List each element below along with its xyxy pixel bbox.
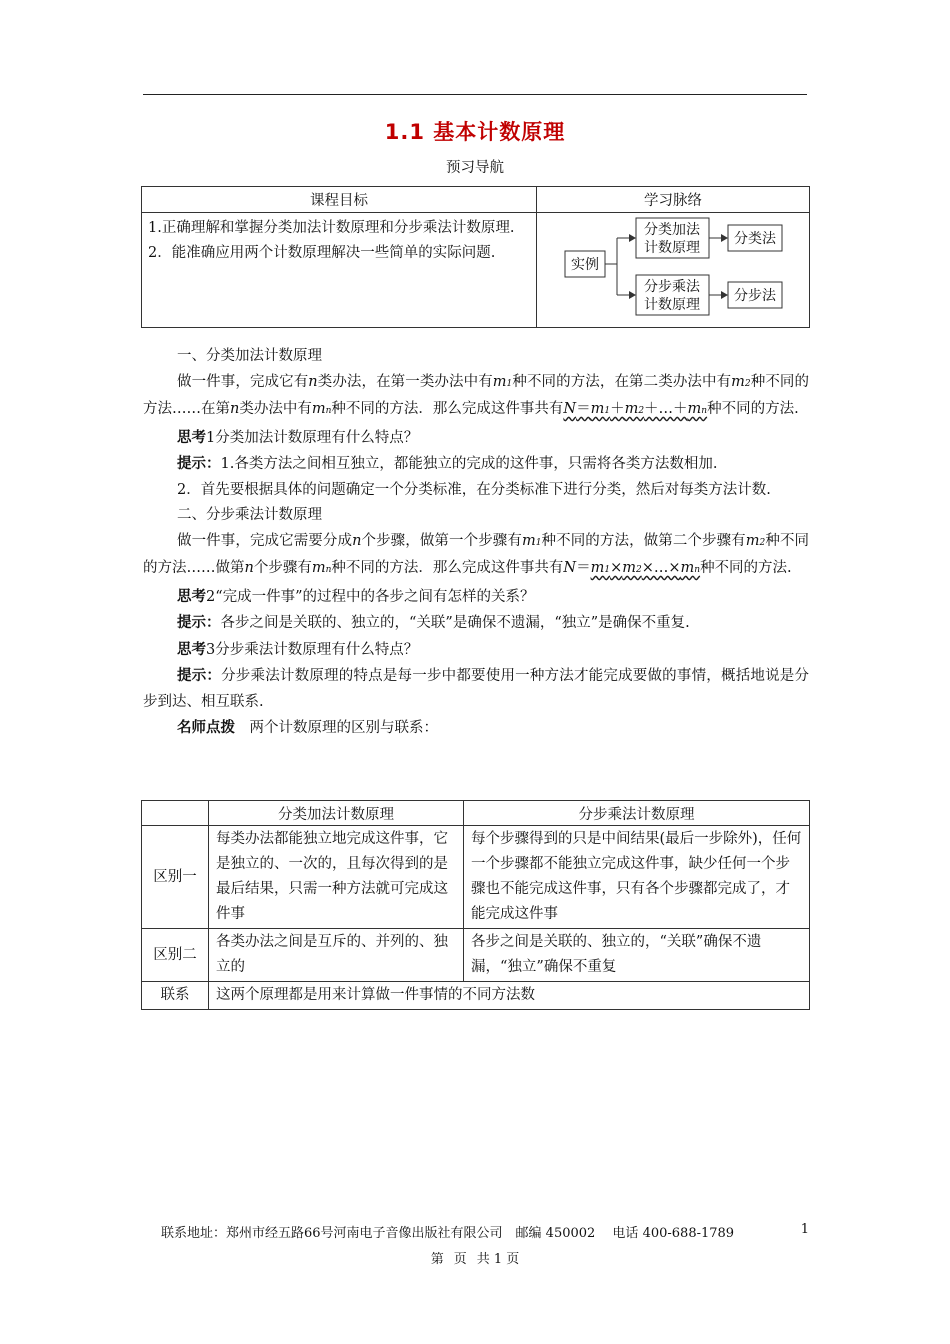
context-flow-diagram	[537, 213, 809, 323]
row-header: 区别二	[142, 929, 209, 982]
section-heading: 二、分步乘法计数原理	[177, 507, 322, 523]
context-header: 学习脉络	[537, 187, 810, 213]
section-heading: 一、分类加法计数原理	[177, 348, 322, 364]
table-cell: 各类办法之间是互斥的、并列的、独立的	[209, 929, 464, 982]
section-subtitle: 预习导航	[446, 160, 504, 176]
row-header: 区别一	[142, 826, 209, 929]
goals-header: 课程目标	[142, 187, 537, 213]
page-title: 1.1 基本计数原理	[384, 120, 566, 144]
table-row	[142, 929, 810, 982]
table-row	[142, 826, 810, 929]
think1-question: 思考1分类加法计数原理有什么特点？	[177, 428, 419, 446]
principle2-paragraph: 做一件事，完成它需要分成n个步骤，做第一个步骤有m1种不同的方法，做第二个步骤有m2种不同的方法……做第n个步骤有mn种不同的方法．那么完成这件事共有N＝m1×m2×…×mn种不同的方法.	[143, 532, 810, 576]
goals-cell	[142, 213, 537, 328]
principle1-paragraph: 做一件事，完成它有n类办法，在第一类办法中有m1种不同的方法，在第二类办法中有m2种不同的方法……在第n类办法中有mn种不同的方法．那么完成这件事共有N＝m1＋m2＋…＋mn种不同的方法.	[143, 373, 810, 417]
think1-hint-2: 2．首先要根据具体的问题确定一个分类标准，在分类标准下进行分类，然后对每类方法计数.	[177, 481, 771, 498]
table-cell: 各步之间是关联的、独立的，“关联”确保不遗漏，“独立”确保不重复	[464, 929, 810, 982]
root-label: 实例	[571, 257, 599, 273]
overview-table	[141, 186, 810, 328]
addition-formula: N＝m1＋m2＋…＋mn	[563, 401, 708, 417]
branch2-line2: 计数原理	[644, 297, 700, 313]
branch1-line2: 计数原理	[644, 240, 700, 256]
result1-label: 分类法	[734, 231, 776, 247]
goal-item: 2．能准确应用两个计数原理解决一些简单的实际问题.	[148, 245, 496, 261]
page-indicator: 第 页 共 1 页	[430, 1252, 520, 1267]
think3-question: 思考3分步乘法计数原理有什么特点？	[177, 640, 419, 658]
teacher-tip: 名师点拨 两个计数原理的区别与联系：	[177, 719, 438, 736]
think1-hint: 提示：1.各类方法之间相互独立，都能独立的完成的这件事，只需将各类方法数相加.	[177, 455, 718, 472]
multiplication-header: 分步乘法计数原理	[464, 801, 810, 826]
table-cell: 每个步骤得到的只是中间结果(最后一步除外)，任何一个步骤都不能独立完成这件事，缺少任何一个步骤也不能完成这件事，只有各个步骤都完成了，才能完成这件事	[464, 826, 810, 929]
table-cell: 这两个原理都是用来计算做一件事情的不同方法数	[209, 982, 810, 1010]
corner-header	[142, 801, 209, 826]
table-row	[142, 982, 810, 1010]
row-header: 联系	[142, 982, 209, 1010]
comparison-table	[141, 800, 810, 1010]
branch1-line1: 分类加法	[644, 222, 700, 238]
context-diagram-cell	[537, 213, 810, 328]
main-body	[143, 344, 809, 742]
table-cell: 每类办法都能独立地完成这件事，它是独立的、一次的，且每次得到的是最后结果，只需一种方法就可完成这件事	[209, 826, 464, 929]
contact-address: 联系地址：郑州市经五路66号河南电子音像出版社有限公司 邮编 450002 电话 400-688-1789	[161, 1226, 735, 1241]
page-number: 1	[800, 1222, 809, 1237]
goal-item: 1.正确理解和掌握分类加法计数原理和分步乘法计数原理.	[148, 220, 515, 236]
think2-hint: 提示：各步之间是关联的、独立的，“关联”是确保不遗漏，“独立”是确保不重复.	[177, 614, 690, 631]
think2-question: 思考2“完成一件事”的过程中的各步之间有怎样的关系？	[177, 587, 535, 605]
header-rule	[143, 94, 807, 95]
addition-header: 分类加法计数原理	[209, 801, 464, 826]
result2-label: 分步法	[734, 288, 776, 304]
branch2-line1: 分步乘法	[644, 279, 700, 295]
multiplication-formula: m1×m2×…×mn	[590, 560, 701, 576]
think3-hint: 提示：分步乘法计数原理的特点是每一步中都要使用一种方法才能完成要做的事情，概括地说是分步到达、相互联系.	[143, 667, 809, 710]
